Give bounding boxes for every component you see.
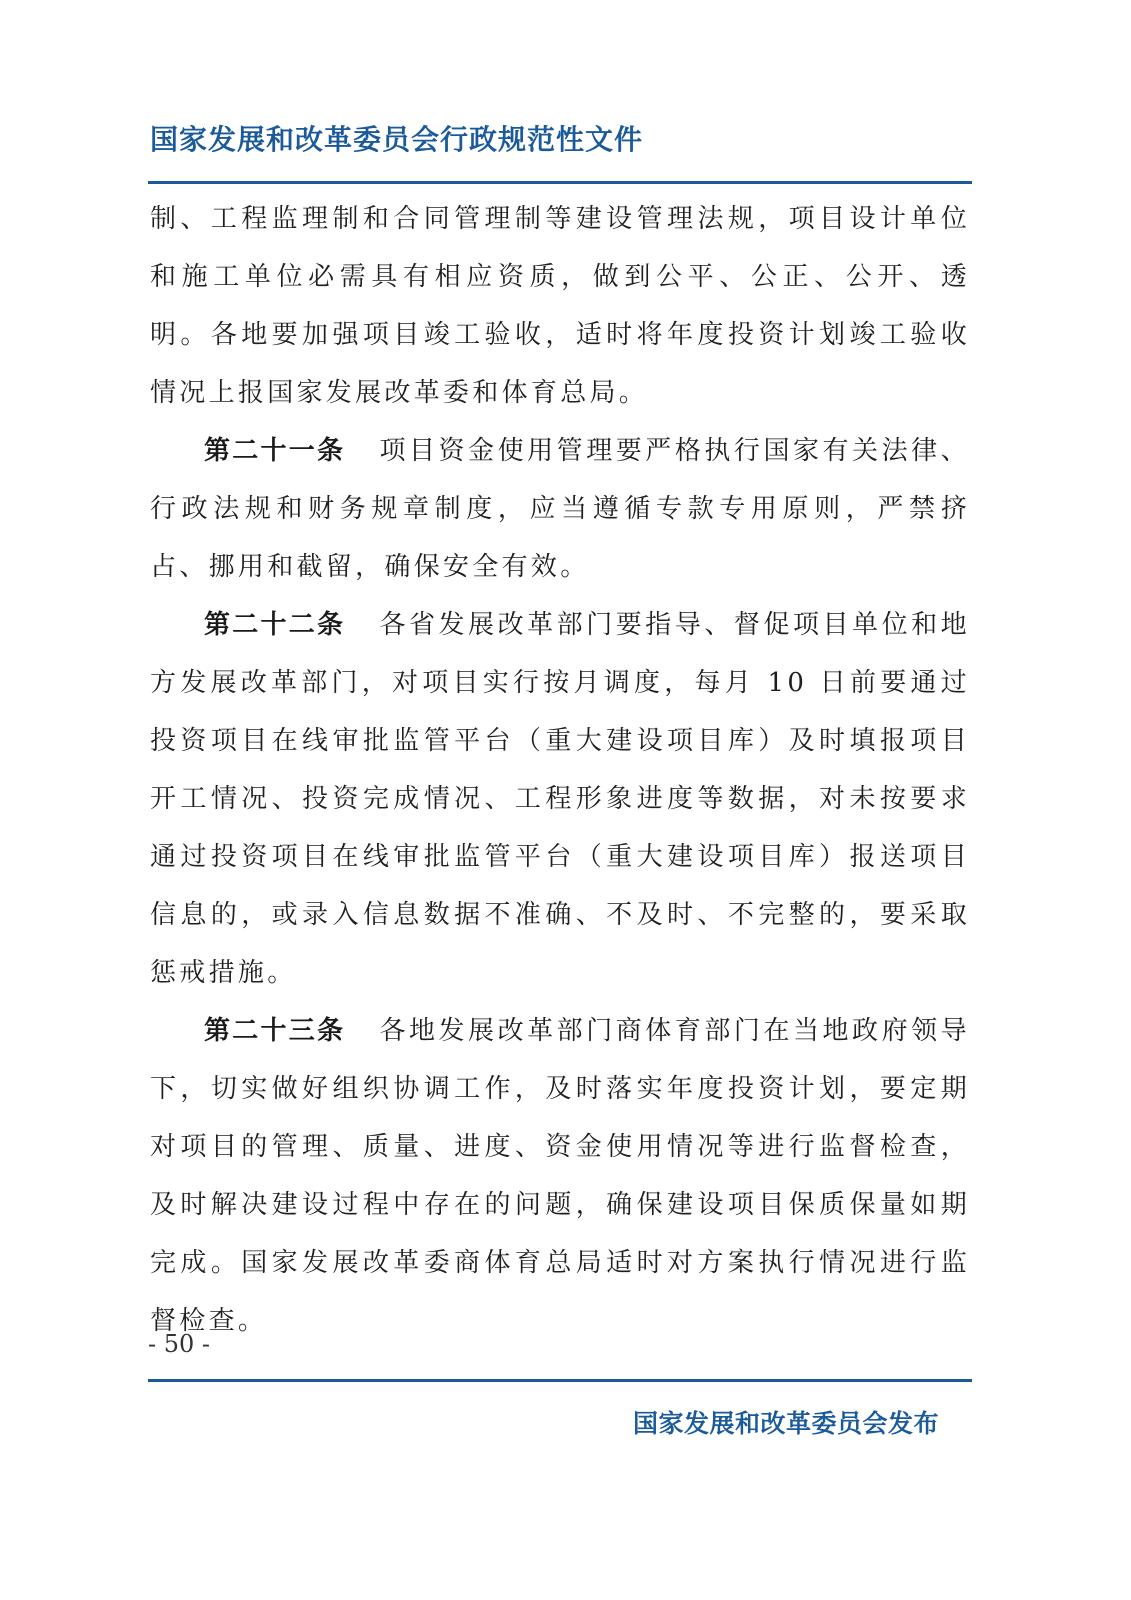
article-23 bbox=[150, 1002, 970, 1350]
article-text: 项目资金使用管理要严格执行国家有关法律、行政法规和财务规章制度，应当遵循专款专用原则，严禁挤占、挪用和截留，确保安全有效。 bbox=[150, 436, 970, 582]
article-heading: 第二十三条 bbox=[204, 1016, 346, 1046]
article-heading: 第二十一条 bbox=[204, 436, 346, 466]
article-21 bbox=[150, 422, 970, 596]
document-header-title: 国家发展和改革委员会行政规范性文件 bbox=[150, 123, 644, 156]
footer-divider bbox=[148, 1379, 972, 1382]
header-divider bbox=[148, 181, 972, 184]
article-text: 各地发展改革部门商体育部门在当地政府领导下，切实做好组织协调工作，及时落实年度投资计划，要定期对项目的管理、质量、进度、资金使用情况等进行监督检查，及时解决建设过程中存在的问题，确保建设项目保质保量如期完成。国家发展改革委商体育总局适时对方案执行情况进行监督检查。 bbox=[150, 1016, 970, 1336]
page-number: - 50 - bbox=[148, 1330, 211, 1358]
document-body bbox=[150, 190, 970, 1350]
article-22 bbox=[150, 596, 970, 1002]
footer-publisher: 国家发展和改革委员会发布 bbox=[633, 1409, 940, 1438]
article-text: 各省发展改革部门要指导、督促项目单位和地方发展改革部门，对项目实行按月调度，每月 10 日前要通过投资项目在线审批监管平台（重大建设项目库）及时填报项目开工情况、投资完成情况、工程形象进度等数据，对未按要求通过投资项目在线审批监管平台（重大建设项目库）报送项目信息的，或录入信息数据不准确、不及时、不完整的，要采取惩戒措施。 bbox=[150, 610, 970, 988]
continuation-paragraph: 制、工程监理制和合同管理制等建设管理法规，项目设计单位和施工单位必需具有相应资质，做到公平、公正、公开、透明。各地要加强项目竣工验收，适时将年度投资计划竣工验收情况上报国家发展改革委和体育总局。 bbox=[150, 204, 970, 408]
article-heading: 第二十二条 bbox=[204, 610, 346, 640]
